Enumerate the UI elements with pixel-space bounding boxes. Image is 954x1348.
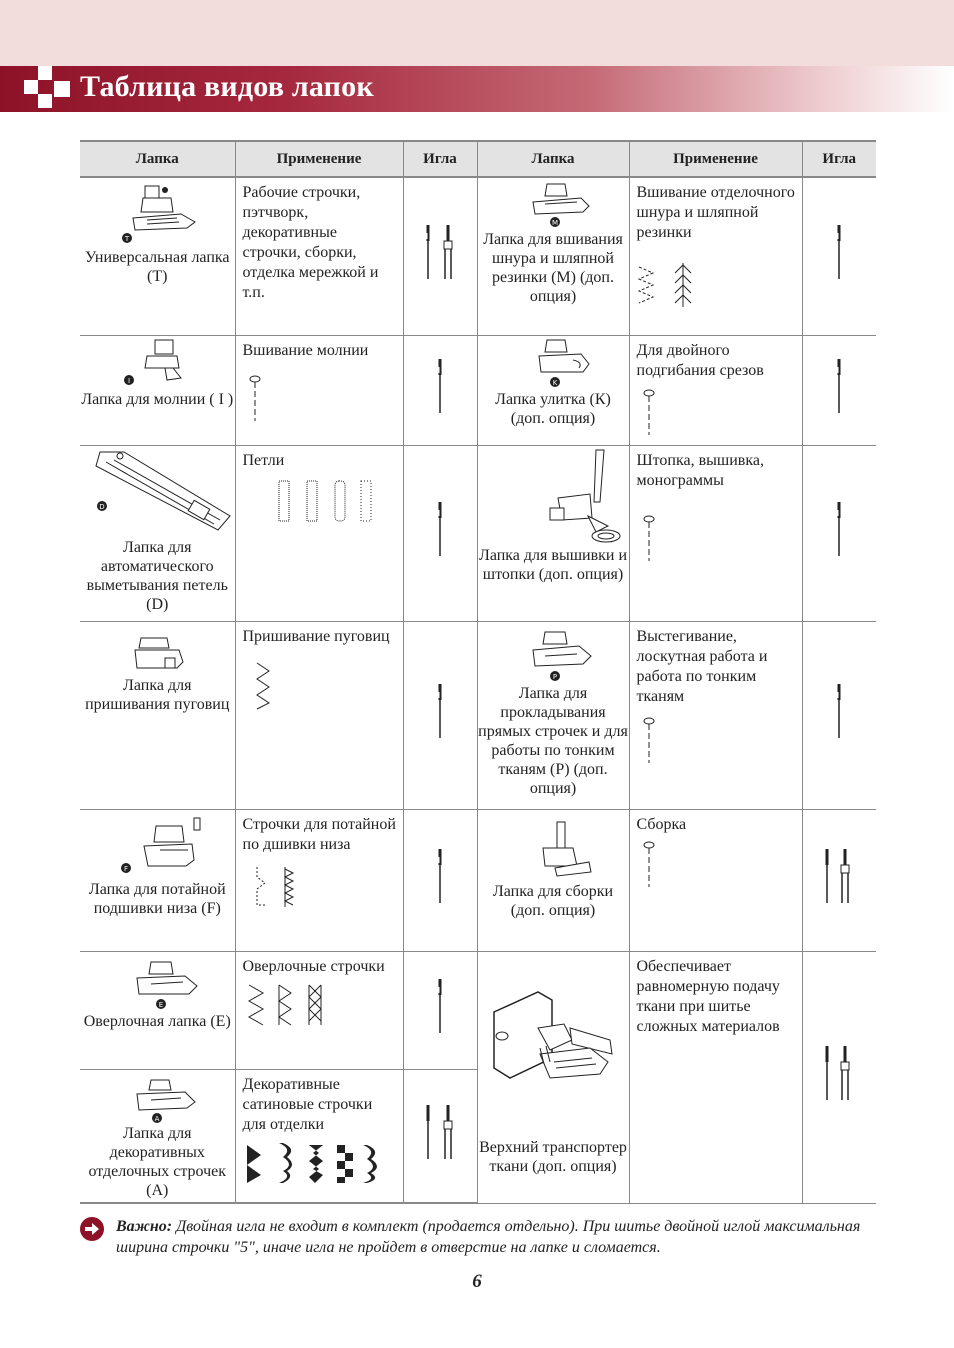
needle-cell [802, 445, 876, 621]
application-cell [235, 445, 403, 621]
straight-stitch-icon [637, 387, 667, 437]
needle-cell [403, 177, 477, 335]
foot-name: Лапка для потайной подшивки низа (F) [88, 880, 226, 917]
single-needle-icon [430, 682, 450, 742]
foot-cell [80, 177, 235, 335]
needle-cell [403, 809, 477, 951]
straight-stitch-foot-icon [503, 628, 603, 684]
svg-text:T: T [125, 235, 130, 243]
table-row [80, 177, 876, 335]
single-needle-icon [829, 223, 849, 283]
single-needle-icon [430, 977, 450, 1037]
application-text: Штопка, вышивка, монограммы [636, 451, 764, 489]
foot-name: Лапка улитка (К) (доп. опция) [495, 390, 611, 427]
zigzag-stitch-icon [243, 661, 273, 711]
application-cell [235, 1069, 403, 1203]
single-needle-icon [829, 500, 849, 560]
note-label: Важно: [116, 1218, 173, 1235]
svg-text:D: D [99, 502, 105, 511]
darning-foot-icon [478, 446, 628, 546]
foot-cell [477, 445, 629, 621]
single-needle-icon [430, 500, 450, 560]
straight-stitch-icon [637, 839, 667, 889]
application-cell [629, 335, 802, 445]
application-cell [235, 809, 403, 951]
needle-cell [403, 951, 477, 1069]
zipper-foot-icon [107, 336, 207, 390]
svg-text:P: P [552, 672, 558, 681]
application-text: Строчки для потайной по дшивки низа [242, 815, 396, 853]
header-foot: Лапка [80, 141, 235, 177]
svg-text:I: I [128, 376, 131, 385]
svg-text:F: F [124, 864, 129, 873]
hemmer-foot-icon [503, 336, 603, 390]
application-text: Обеспечивает равномерную подачу ткани при шитье сложных материалов [636, 957, 780, 1035]
application-cell [629, 177, 802, 335]
application-text: Для двойного подгибания срезов [636, 341, 764, 379]
application-text: Вшивание молнии [242, 341, 369, 359]
needle-cell [403, 335, 477, 445]
application-cell [235, 621, 403, 809]
foot-name: Верхний транспортер ткани (доп. опция) [479, 1138, 627, 1175]
foot-cell [80, 809, 235, 951]
decor-square [54, 81, 70, 97]
twin-needle-icon [819, 1044, 859, 1104]
foot-cell [477, 335, 629, 445]
header-foot: Лапка [477, 141, 629, 177]
table-row [80, 951, 876, 1069]
needle-cell [403, 621, 477, 809]
needle-cell [802, 809, 876, 951]
arrow-right-circle-icon [80, 1217, 104, 1241]
svg-text:E: E [159, 1000, 164, 1009]
single-needle-icon [430, 847, 450, 907]
single-and-twin-needle-icon [418, 1103, 462, 1163]
page-title: Таблица видов лапок [80, 70, 374, 103]
header-needle: Игла [802, 141, 876, 177]
table-header-row [80, 141, 876, 177]
foot-name: Лапка для вшивания шнура и шляпной резинки (M) (доп. опция) [483, 231, 623, 305]
decor-square [38, 94, 52, 108]
twin-needle-icon [819, 847, 859, 907]
foot-name: Лапка для автоматического выметывания петель (D) [86, 538, 228, 613]
header-application: Применение [235, 141, 403, 177]
application-cell [235, 177, 403, 335]
foot-cell [80, 335, 235, 445]
needle-cell [802, 177, 876, 335]
application-cell [629, 445, 802, 621]
note-body: Двойная игла не входит в комплект (продается отдельно). При шитье двойной иглой максимальная ширина строчки "5", иначе игла не пройдет в отверстие на лапке и сломается. [116, 1218, 861, 1256]
application-cell [235, 335, 403, 445]
foot-cell [80, 621, 235, 809]
decor-square [38, 66, 52, 80]
foot-name: Оверлочная лапка (E) [83, 1012, 231, 1030]
single-needle-icon [430, 357, 450, 417]
application-text: Рабочие строчки, пэтчворк, декоративные строчки, сборки, отделка мережкой и т.п. [242, 184, 379, 301]
needle-cell [403, 445, 477, 621]
application-cell [629, 621, 802, 809]
decor-square [24, 80, 38, 94]
svg-text:K: K [552, 378, 558, 387]
button-sewing-foot-icon [107, 632, 207, 676]
application-cell [629, 809, 802, 951]
buttonhole-foot-icon [80, 446, 235, 538]
foot-cell [477, 809, 629, 951]
header-application: Применение [629, 141, 802, 177]
presser-foot-table [80, 140, 876, 1204]
straight-stitch-icon [637, 715, 667, 765]
table-row [80, 335, 876, 445]
foot-name: Лапка для декоративных отделочных строчек (A) [88, 1124, 227, 1199]
svg-text:M: M [551, 219, 559, 227]
application-text: Петли [242, 451, 285, 469]
needle-cell [802, 951, 876, 1203]
header-needle: Игла [403, 141, 477, 177]
foot-cell [477, 621, 629, 809]
foot-name: Лапка для сборки (доп. опция) [492, 882, 614, 919]
single-needle-icon [829, 682, 849, 742]
foot-cell [477, 951, 629, 1203]
straight-stitch-icon [637, 513, 667, 563]
walking-foot-icon [480, 988, 626, 1138]
satin-stitch-foot-icon [107, 1076, 207, 1124]
cording-stitch-icon [637, 261, 707, 311]
application-text: Декоративные сатиновые строчки для отделки [242, 1075, 373, 1133]
svg-text:A: A [154, 1114, 160, 1123]
needle-cell [802, 621, 876, 809]
foot-name: Универсальная лапка (T) [84, 249, 230, 285]
blind-hem-foot-icon [102, 816, 212, 880]
application-text: Оверлочные строчки [242, 957, 385, 975]
table-row [80, 809, 876, 951]
straight-stitch-icon [243, 373, 273, 423]
foot-cell [80, 951, 235, 1069]
foot-name: Лапка для молнии ( I ) [81, 390, 234, 408]
note-text [116, 1216, 878, 1258]
single-and-twin-needle-icon [418, 223, 462, 283]
foot-cell [80, 1069, 235, 1203]
foot-name: Лапка для прокладывания прямых строчек и для работы по тонким тканям (P) (доп. опция) [478, 684, 628, 797]
application-cell [629, 951, 802, 1203]
foot-name: Лапка для вышивки и штопки (доп. опция) [478, 546, 628, 583]
table-row [80, 445, 876, 621]
foot-cell [477, 177, 629, 335]
application-text: Вшивание отделочного шнура и шляпной резинки [636, 184, 795, 241]
foot-name: Лапка для пришивания пуговиц [85, 676, 230, 713]
application-text: Выстегивание, лоскутная работа и работа по тонким тканям [636, 627, 768, 705]
buttonhole-stitch-icon [277, 479, 387, 529]
page-number: 6 [472, 1271, 482, 1292]
overlock-stitch-icon [243, 981, 333, 1031]
needle-cell [802, 335, 876, 445]
single-needle-icon [829, 357, 849, 417]
gathering-foot-icon [503, 818, 603, 882]
blind-hem-stitch-icon [243, 865, 313, 911]
satin-stitch-icon [243, 1141, 383, 1185]
foot-cell [80, 445, 235, 621]
table-row [80, 621, 876, 809]
application-text: Пришивание пуговиц [242, 627, 390, 645]
needle-cell [403, 1069, 477, 1203]
universal-foot-icon [107, 178, 207, 248]
application-cell [235, 951, 403, 1069]
cording-foot-icon [503, 178, 603, 230]
overcasting-foot-icon [107, 958, 207, 1012]
application-text: Сборка [636, 815, 687, 833]
header-band [0, 0, 954, 66]
